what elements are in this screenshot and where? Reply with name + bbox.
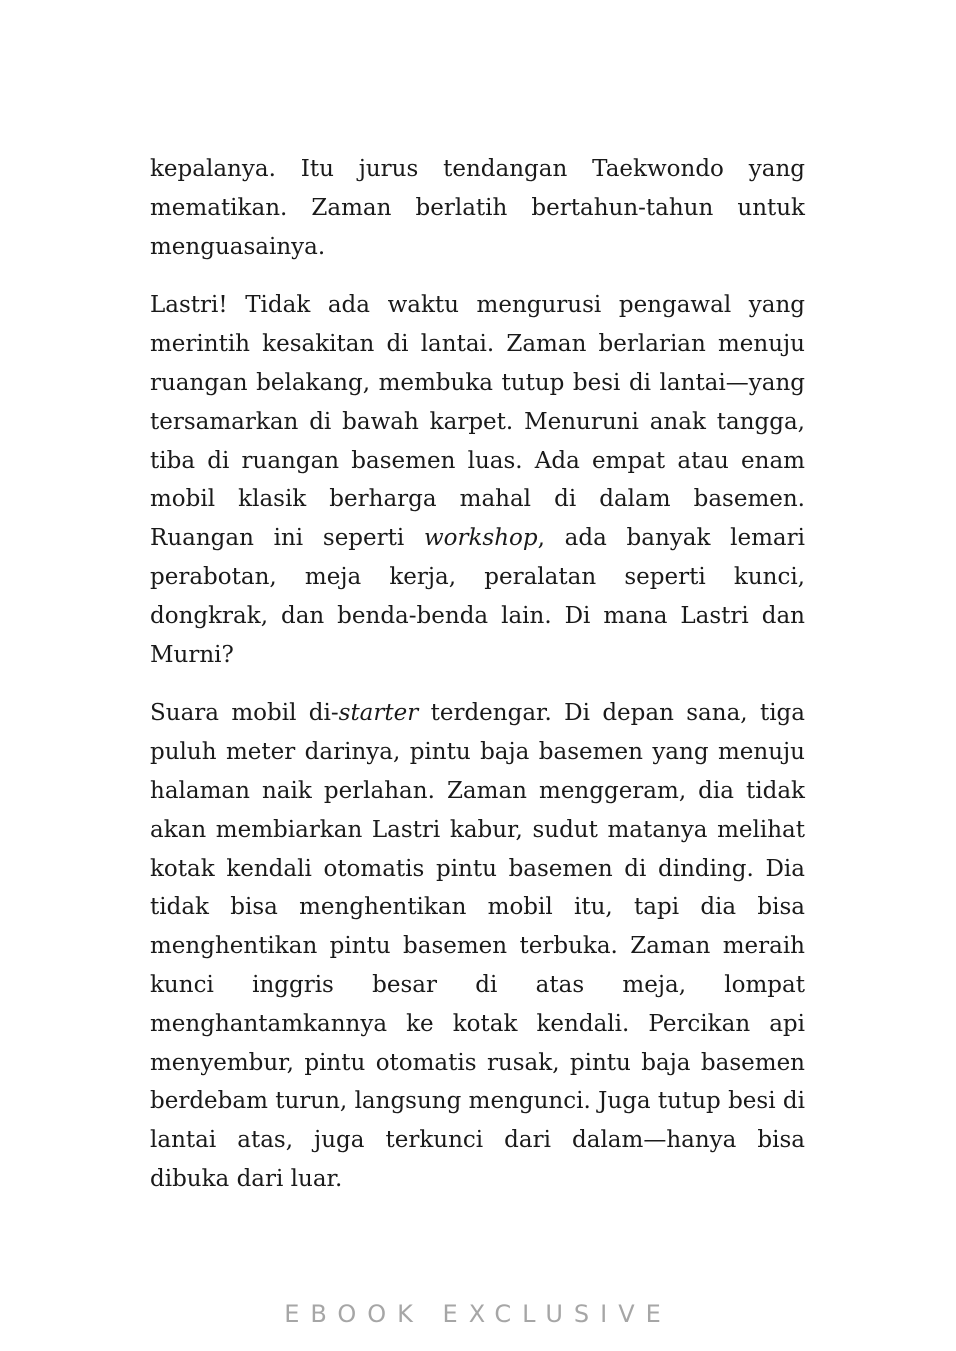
italic-term: starter <box>338 700 419 727</box>
paragraph-text: , ada banyak lemari perabotan, meja kerja, peralatan seperti kunci, dongkrak, dan benda-benda lain. Di mana Lastri dan Murni? <box>150 525 805 668</box>
paragraph-text: terdengar. Di depan sana, tiga puluh meter darinya, pintu baja basemen yang menuju halaman naik perlahan. Zaman menggeram, dia tidak akan membiarkan Lastri kabur, sudut matanya melihat kotak kendali otomatis pintu basemen di dinding. Dia tidak bisa menghentikan mobil itu, tapi dia bisa menghentikan pintu basemen terbuka. Zaman meraih kunci inggris besar di atas meja, lompat menghantamkannya ke kotak kendali. Percikan api menyembur, pintu otomatis rusak, pintu baja basemen berdebam turun, langsung mengunci. Juga tutup besi di lantai atas, juga terkunci dari dalam—hanya bisa dibuka dari luar. <box>150 700 805 1192</box>
paragraph-1 <box>150 150 805 266</box>
footer-label: EBOOK EXCLUSIVE <box>284 1300 672 1328</box>
paragraph-text: Lastri! Tidak ada waktu mengurusi pengawal yang merintih kesakitan di lantai. Zaman berlarian menuju ruangan belakang, membuka tutup besi di lantai—yang tersamarkan di bawah karpet. Menuruni anak tangga, tiba di ruangan basemen luas. Ada empat atau enam mobil klasik berharga mahal di dalam basemen. Ruangan ini seperti <box>150 292 805 552</box>
paragraph-text: kepalanya. Itu jurus tendangan Taekwondo yang mematikan. Zaman berlatih bertahun-tahun untuk menguasainya. <box>150 156 805 260</box>
paragraph-2 <box>150 286 805 674</box>
paragraph-3 <box>150 694 805 1198</box>
italic-term: workshop <box>423 525 538 552</box>
page-body <box>150 150 805 1219</box>
paragraph-text: Suara mobil di- <box>150 700 339 727</box>
